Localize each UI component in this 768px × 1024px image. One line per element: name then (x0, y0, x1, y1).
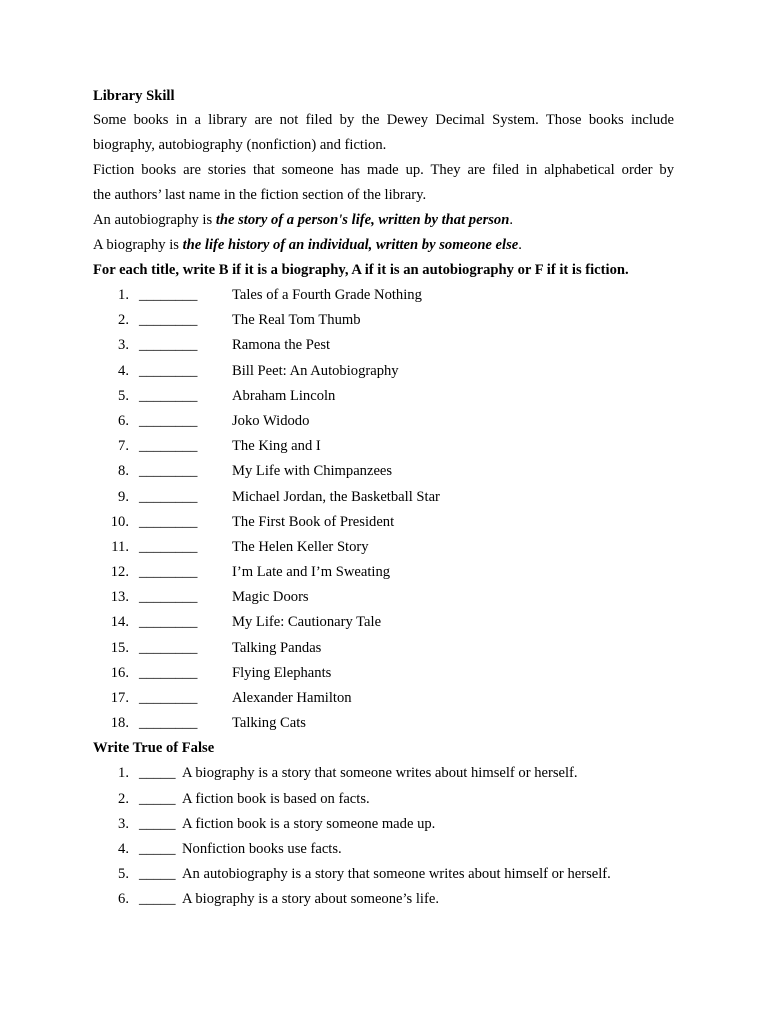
title-row (93, 560, 674, 585)
book-title: Michael Jordan, the Basketball Star (232, 488, 440, 505)
answer-blank[interactable]: ________ (139, 614, 198, 631)
answer-blank[interactable]: ________ (139, 438, 198, 455)
statement-text: Nonfiction books use facts. (182, 840, 342, 857)
answer-blank[interactable]: ________ (139, 664, 198, 681)
statement-text: A biography is a story about someone’s life. (182, 891, 439, 908)
book-title: Talking Pandas (232, 639, 322, 656)
item-number: 1. (118, 765, 129, 782)
answer-blank[interactable]: ________ (139, 538, 198, 555)
item-number: 10. (110, 513, 129, 530)
answer-blank[interactable]: ________ (139, 362, 198, 379)
item-number: 9. (118, 488, 129, 505)
title-row (93, 308, 674, 333)
item-number: 3. (118, 815, 129, 832)
book-title: Joko Widodo (232, 412, 310, 429)
title-row (93, 384, 674, 409)
intro-paragraph-1-line-1: Some books in a library are not filed by the Dewey Decimal System. Those books include (93, 112, 674, 128)
title-row (93, 535, 674, 560)
item-number: 18. (110, 715, 129, 732)
book-title: Talking Cats (232, 715, 306, 732)
title-row (93, 409, 674, 434)
biography-meaning: the life history of an individual, written by someone else (182, 237, 519, 253)
title-row (93, 636, 674, 661)
true-false-row (93, 837, 674, 862)
answer-blank[interactable]: ________ (139, 337, 198, 354)
page-title: Library Skill (93, 88, 175, 104)
item-number: 11. (111, 538, 129, 555)
answer-blank[interactable]: _____ (139, 790, 176, 807)
answer-blank[interactable]: ________ (139, 639, 198, 656)
item-number: 3. (118, 337, 129, 354)
book-title: Ramona the Pest (232, 337, 331, 354)
title-row (93, 359, 674, 384)
book-title: The First Book of President (232, 513, 395, 530)
book-title: The Real Tom Thumb (232, 312, 361, 329)
classification-instruction: For each title, write B if it is a biography, A if it is an autobiography or F if it is fiction. (93, 262, 629, 278)
book-title: The Helen Keller Story (232, 538, 369, 555)
book-title: Magic Doors (232, 589, 309, 606)
item-number: 6. (118, 412, 129, 429)
true-false-row (93, 787, 674, 812)
answer-blank[interactable]: ________ (139, 463, 198, 480)
item-number: 4. (118, 362, 129, 379)
book-title: The King and I (232, 438, 321, 455)
intro-paragraph-1-line-2: biography, autobiography (nonfiction) and fiction. (93, 137, 387, 153)
answer-blank[interactable]: _____ (139, 866, 176, 883)
worksheet-page (93, 85, 674, 913)
item-number: 17. (110, 690, 129, 706)
biography-prefix: A biography is (93, 237, 183, 253)
autobiography-suffix: . (509, 212, 513, 228)
title-row (93, 283, 674, 308)
item-number: 5. (118, 387, 129, 404)
book-title: My Life with Chimpanzees (232, 463, 393, 480)
answer-blank[interactable]: ________ (139, 564, 198, 581)
statement-text: A fiction book is a story someone made up. (182, 815, 436, 832)
biography-suffix: . (518, 237, 522, 253)
true-false-row (93, 862, 674, 887)
item-number: 4. (118, 840, 129, 857)
book-title: Flying Elephants (232, 664, 332, 681)
book-title: Bill Peet: An Autobiography (232, 362, 399, 379)
title-row (93, 333, 674, 358)
item-number: 14. (110, 614, 129, 631)
answer-blank[interactable]: ________ (139, 312, 198, 329)
book-title: I’m Late and I’m Sweating (232, 564, 391, 581)
intro-paragraph-2-line-2: the authors’ last name in the fiction section of the library. (93, 187, 427, 203)
intro-paragraph-2-line-1: Fiction books are stories that someone has made up. They are filed in alphabetical order by (93, 162, 674, 178)
answer-blank[interactable]: ________ (139, 690, 198, 706)
title-row (93, 661, 674, 686)
title-row (93, 610, 674, 635)
item-number: 2. (118, 790, 129, 807)
answer-blank[interactable]: ________ (139, 715, 198, 732)
item-number: 7. (118, 438, 129, 455)
item-number: 16. (110, 664, 129, 681)
item-number: 15. (110, 639, 129, 656)
book-title: Tales of a Fourth Grade Nothing (232, 287, 422, 303)
title-row (93, 485, 674, 510)
book-title: Abraham Lincoln (232, 387, 336, 404)
autobiography-definition (93, 208, 674, 233)
item-number: 8. (118, 463, 129, 480)
answer-blank[interactable]: ________ (139, 412, 198, 429)
title-row (93, 585, 674, 610)
title-row (93, 434, 674, 459)
answer-blank[interactable]: ________ (139, 287, 198, 303)
statement-text: A biography is a story that someone writes about himself or herself. (182, 765, 578, 782)
book-title: Alexander Hamilton (232, 690, 352, 706)
title-row (93, 711, 674, 736)
answer-blank[interactable]: ________ (139, 488, 198, 505)
item-number: 13. (110, 589, 129, 606)
statement-text: A fiction book is based on facts. (182, 790, 370, 807)
true-false-row (93, 761, 674, 786)
item-number: 1. (118, 287, 129, 303)
book-title: My Life: Cautionary Tale (232, 614, 382, 631)
true-false-row (93, 887, 674, 912)
item-number: 5. (118, 866, 129, 883)
item-number: 12. (110, 564, 129, 581)
answer-blank[interactable]: ________ (139, 513, 198, 530)
title-row (93, 459, 674, 484)
autobiography-prefix: An autobiography is (93, 212, 216, 228)
title-row (93, 510, 674, 535)
book-titles-list (93, 283, 674, 736)
title-row (93, 686, 674, 711)
answer-blank[interactable]: ________ (139, 387, 198, 404)
answer-blank[interactable]: _____ (139, 840, 176, 857)
biography-definition (93, 233, 674, 258)
true-false-heading: Write True of False (93, 740, 215, 757)
item-number: 6. (118, 891, 129, 908)
answer-blank[interactable]: _____ (139, 891, 176, 908)
answer-blank[interactable]: _____ (139, 815, 176, 832)
item-number: 2. (118, 312, 129, 329)
autobiography-meaning: the story of a person's life, written by that person (215, 212, 510, 228)
answer-blank[interactable]: _____ (139, 765, 176, 782)
statement-text: An autobiography is a story that someone writes about himself or herself. (182, 866, 611, 883)
true-false-list (93, 761, 674, 912)
answer-blank[interactable]: ________ (139, 589, 198, 606)
true-false-row (93, 812, 674, 837)
